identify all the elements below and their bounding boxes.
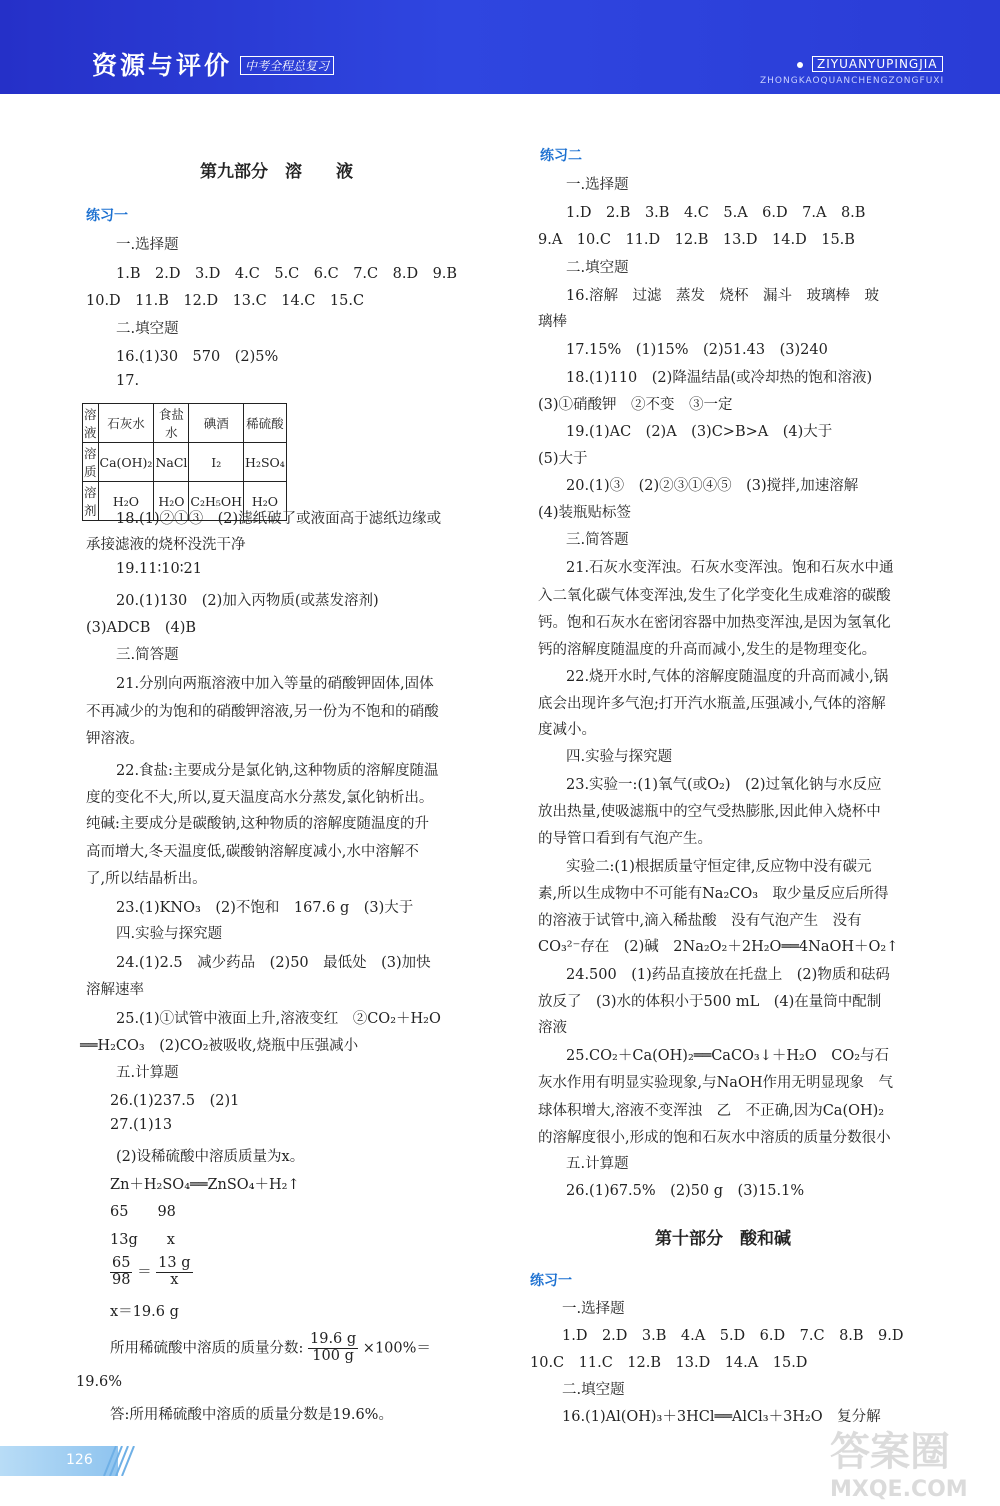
choice-heading-10: 一.选择题 <box>562 1301 625 1317</box>
table-row <box>83 404 287 443</box>
table-cell: 溶液 <box>83 404 99 443</box>
mass-fraction-result: 19.6% <box>76 1374 123 1390</box>
watermark-cn: 答案圈 <box>830 1429 950 1475</box>
q25-line2: 灰水作用有明显实验现象,与NaOH作用无明显现象 气 <box>538 1075 893 1091</box>
q25-line4: 的溶解度很小,形成的饱和石灰水中溶质的质量分数很小 <box>538 1130 891 1146</box>
q20-line1: 20.(1)③ (2)②③①④⑤ (3)搅拌,加速溶解 <box>566 478 859 494</box>
q23-line1: 23.实验一:(1)氧气(或O₂) (2)过氧化钠与水反应 <box>566 777 882 793</box>
q19-line1: 19.(1)AC (2)A (3)C>B>A (4)大于 <box>566 424 833 440</box>
mass-fraction-tail: ×100%＝ <box>362 1340 431 1357</box>
q26: 26.(1)237.5 (2)1 <box>110 1093 240 1109</box>
q23-line3: 的导管口看到有气泡产生。 <box>538 831 712 847</box>
calc-heading: 五.计算题 <box>116 1065 179 1081</box>
experiment-heading: 四.实验与探究题 <box>116 926 223 942</box>
table-row <box>83 443 287 482</box>
choice-answers-10-2: 10.C 11.C 12.B 13.D 14.A 15.D <box>530 1355 808 1371</box>
q22-line1: 22.食盐:主要成分是氯化钠,这种物质的溶解度随温 <box>116 763 439 779</box>
q22-line3: 度减小。 <box>538 722 596 738</box>
q23-line4: 实验二:(1)根据质量守恒定律,反应物中没有碳元 <box>566 859 872 875</box>
table-cell: C₂H₅OH <box>189 482 244 521</box>
q21-line2: 不再减少的为饱和的硝酸钾溶液,另一份为不饱和的硝酸 <box>86 704 439 720</box>
x-result: x＝19.6 g <box>110 1304 179 1320</box>
q25-line1: 25.(1)①试管中液面上升,溶液变红 ②CO₂＋H₂O <box>116 1011 441 1027</box>
mass-fraction-label: 所用稀硫酸中溶质的质量分数: <box>110 1340 304 1357</box>
table-cell: 溶剂 <box>83 482 99 521</box>
section-title-10: 第十部分 酸和碱 <box>655 1229 791 1249</box>
q17: 17. <box>116 373 140 389</box>
exercise-2-heading: 练习二 <box>540 148 582 164</box>
q21-line2: 入二氧化碳气体变浑浊,发生了化学变化生成难溶的碳酸 <box>538 588 891 604</box>
q22-line1: 22.烧开水时,气体的溶解度随温度的升高而减小,锅 <box>566 669 889 685</box>
q20-line2: (4)装瓶贴标签 <box>538 505 632 521</box>
q22-line3: 纯碱:主要成分是碳酸钠,这种物质的溶解度随温度的升 <box>86 816 429 832</box>
q23-line6: 的溶液于试管中,滴入稀盐酸 没有气泡产生 没有 <box>538 913 862 929</box>
q20-line2: (3)ADCB (4)B <box>86 620 197 636</box>
q16: 16.(1)30 570 (2)5% <box>116 349 279 365</box>
q23: 23.(1)KNO₃ (2)不饱和 167.6 g (3)大于 <box>116 900 414 916</box>
header-english-top: ZIYUANYUPINGJIA <box>812 56 943 72</box>
q20-line1: 20.(1)130 (2)加入丙物质(或蒸发溶剂) <box>116 593 379 609</box>
q24-line2: 溶解速率 <box>86 982 144 998</box>
table-cell: 石灰水 <box>98 404 154 443</box>
q18-line2: (3)①硝酸钾 ②不变 ③一定 <box>538 397 733 413</box>
table-cell: NaCl <box>154 443 189 482</box>
fraction-numerator: 19.6 g <box>310 1331 357 1347</box>
final-answer: 答:所用稀硫酸中溶质的质量分数是19.6%。 <box>110 1407 393 1423</box>
q23-line7: CO₃²⁻存在 (2)碱 2Na₂O₂＋2H₂O══4NaOH＋O₂↑ <box>538 939 899 955</box>
q19: 19.11∶10∶21 <box>116 561 202 577</box>
mass-fraction <box>308 1332 358 1365</box>
q21-line1: 21.石灰水变浑浊。石灰水变浑浊。饱和石灰水中通 <box>566 560 894 576</box>
q21-line4: 钙的溶解度随温度的升高而减小,发生的是物理变化。 <box>538 642 877 658</box>
page-number: 126 <box>66 1452 93 1468</box>
solution-table <box>82 403 287 521</box>
choice-heading: 一.选择题 <box>116 237 179 253</box>
fill-heading-10: 二.填空题 <box>562 1382 625 1398</box>
q25-line3: 球体积增大,溶液不变浑浊 乙 不正确,因为Ca(OH)₂ <box>538 1103 885 1119</box>
experiment-heading: 四.实验与探究题 <box>566 749 673 765</box>
table-cell: 食盐水 <box>154 404 189 443</box>
molar-mass-row: 65 98 <box>110 1204 176 1220</box>
q25-line1: 25.CO₂＋Ca(OH)₂══CaCO₃↓＋H₂O CO₂与石 <box>566 1048 890 1064</box>
table-cell: Ca(OH)₂ <box>98 443 154 482</box>
exercise-1-heading: 练习一 <box>86 208 128 224</box>
short-answer-heading: 三.简答题 <box>566 532 629 548</box>
q21-line3: 钙。饱和石灰水在密闭容器中加热变浑浊,是因为氢氧化 <box>538 615 891 631</box>
fraction-left <box>110 1256 132 1289</box>
fraction-denominator: x <box>170 1271 179 1288</box>
watermark-logo <box>830 1420 990 1500</box>
watermark-en: MXQE.COM <box>830 1477 968 1502</box>
chem-equation: Zn＋H₂SO₄══ZnSO₄＋H₂↑ <box>110 1177 300 1193</box>
q25-line2: ══H₂CO₃ (2)CO₂被吸收,烧瓶中压强减小 <box>80 1038 359 1054</box>
table-cell: H₂SO₄ <box>244 443 287 482</box>
table-cell: I₂ <box>189 443 244 482</box>
header-subtitle: 中考全程总复习 <box>240 56 334 75</box>
q21-line1: 21.分别向两瓶溶液中加入等量的硝酸钾固体,固体 <box>116 676 434 692</box>
fraction-numerator: 65 <box>112 1255 131 1271</box>
q19-line2: (5)大于 <box>538 451 588 467</box>
table-cell: 稀硫酸 <box>244 404 287 443</box>
q18-line1: 18.(1)110 (2)降温结晶(或冷却热的饱和溶液) <box>566 370 873 386</box>
q27-setup: (2)设稀硫酸中溶质质量为x。 <box>116 1149 305 1165</box>
q23-line2: 放出热量,使吸滤瓶中的空气受热膨胀,因此伸入烧杯中 <box>538 804 881 820</box>
table-cell: H₂O <box>154 482 189 521</box>
header-dot <box>797 62 803 68</box>
table-cell: H₂O <box>98 482 154 521</box>
proportion <box>110 1256 193 1289</box>
section-title-9: 第九部分 溶 液 <box>200 162 353 182</box>
q17: 17.15% (1)15% (2)51.43 (3)240 <box>566 342 828 358</box>
choice-answers-2: 9.A 10.C 11.D 12.B 13.D 14.D 15.B <box>538 232 855 248</box>
fill-heading: 二.填空题 <box>566 260 629 276</box>
choice-answers-1: 1.B 2.D 3.D 4.C 5.C 6.C 7.C 8.D 9.B <box>116 266 458 282</box>
mass-row: 13g x <box>110 1232 175 1248</box>
q16-line1: 16.溶解 过滤 蒸发 烧杯 漏斗 玻璃棒 玻 <box>566 288 880 304</box>
q27: 27.(1)13 <box>110 1117 173 1133</box>
q26: 26.(1)67.5% (2)50 g (3)15.1% <box>566 1183 805 1199</box>
fraction-denominator: 100 g <box>312 1347 354 1364</box>
equals-sign: ＝ <box>137 1264 152 1281</box>
fraction-numerator: 13 g <box>158 1255 191 1271</box>
q16-line2: 璃棒 <box>538 314 567 330</box>
q24-line1: 24.500 (1)药品直接放在托盘上 (2)物质和砝码 <box>566 967 890 983</box>
choice-answers-10-1: 1.D 2.D 3.B 4.A 5.D 6.D 7.C 8.B 9.D <box>562 1328 904 1344</box>
q18-line2: 承接滤液的烧杯没洗干净 <box>86 537 246 553</box>
mass-fraction-line <box>110 1332 431 1365</box>
choice-answers-2: 10.D 11.B 12.D 13.C 14.C 15.C <box>86 293 365 309</box>
q22-line2: 底会出现许多气泡;打开汽水瓶盖,压强减小,气体的溶解 <box>538 696 886 712</box>
header-english-bottom: ZHONGKAOQUANCHENGZONGFUXI <box>760 76 945 86</box>
q24-line3: 溶液 <box>538 1020 567 1036</box>
table-cell: 碘酒 <box>189 404 244 443</box>
fraction-right <box>156 1256 192 1289</box>
q22-line5: 了,所以结晶析出。 <box>86 871 207 887</box>
choice-heading: 一.选择题 <box>566 177 629 193</box>
page-header <box>0 0 1000 94</box>
exercise-1-heading-10: 练习一 <box>530 1273 572 1289</box>
q21-line3: 钾溶液。 <box>86 731 144 747</box>
q22-line4: 高而增大,冬天温度低,碳酸钠溶解度减小,水中溶解不 <box>86 844 419 860</box>
q22-line2: 度的变化不大,所以,夏天温度高水分蒸发,氯化钠析出。 <box>86 790 434 806</box>
short-answer-heading: 三.简答题 <box>116 647 179 663</box>
table-cell: 溶质 <box>83 443 99 482</box>
choice-answers-1: 1.D 2.B 3.B 4.C 5.A 6.D 7.A 8.B <box>566 205 866 221</box>
calc-heading: 五.计算题 <box>566 1156 629 1172</box>
q16-10: 16.(1)Al(OH)₃＋3HCl══AlCl₃＋3H₂O 复分解 <box>562 1409 881 1425</box>
header-title: 资源与评价 <box>92 51 233 80</box>
table-cell: H₂O <box>244 482 287 521</box>
q23-line5: 素,所以生成物中不可能有Na₂CO₃ 取少量反应后所得 <box>538 886 889 902</box>
fraction-denominator: 98 <box>112 1271 131 1288</box>
footer-stripes-icon <box>100 1446 140 1476</box>
q18-line1: 18.(1)②①③ (2)滤纸破了或液面高于滤纸边缘或 <box>116 511 442 527</box>
q24-line2: 放反了 (3)水的体积小于500 mL (4)在量筒中配制 <box>538 994 882 1010</box>
q24-line1: 24.(1)2.5 减少药品 (2)50 最低处 (3)加快 <box>116 955 431 971</box>
fill-heading: 二.填空题 <box>116 321 179 337</box>
